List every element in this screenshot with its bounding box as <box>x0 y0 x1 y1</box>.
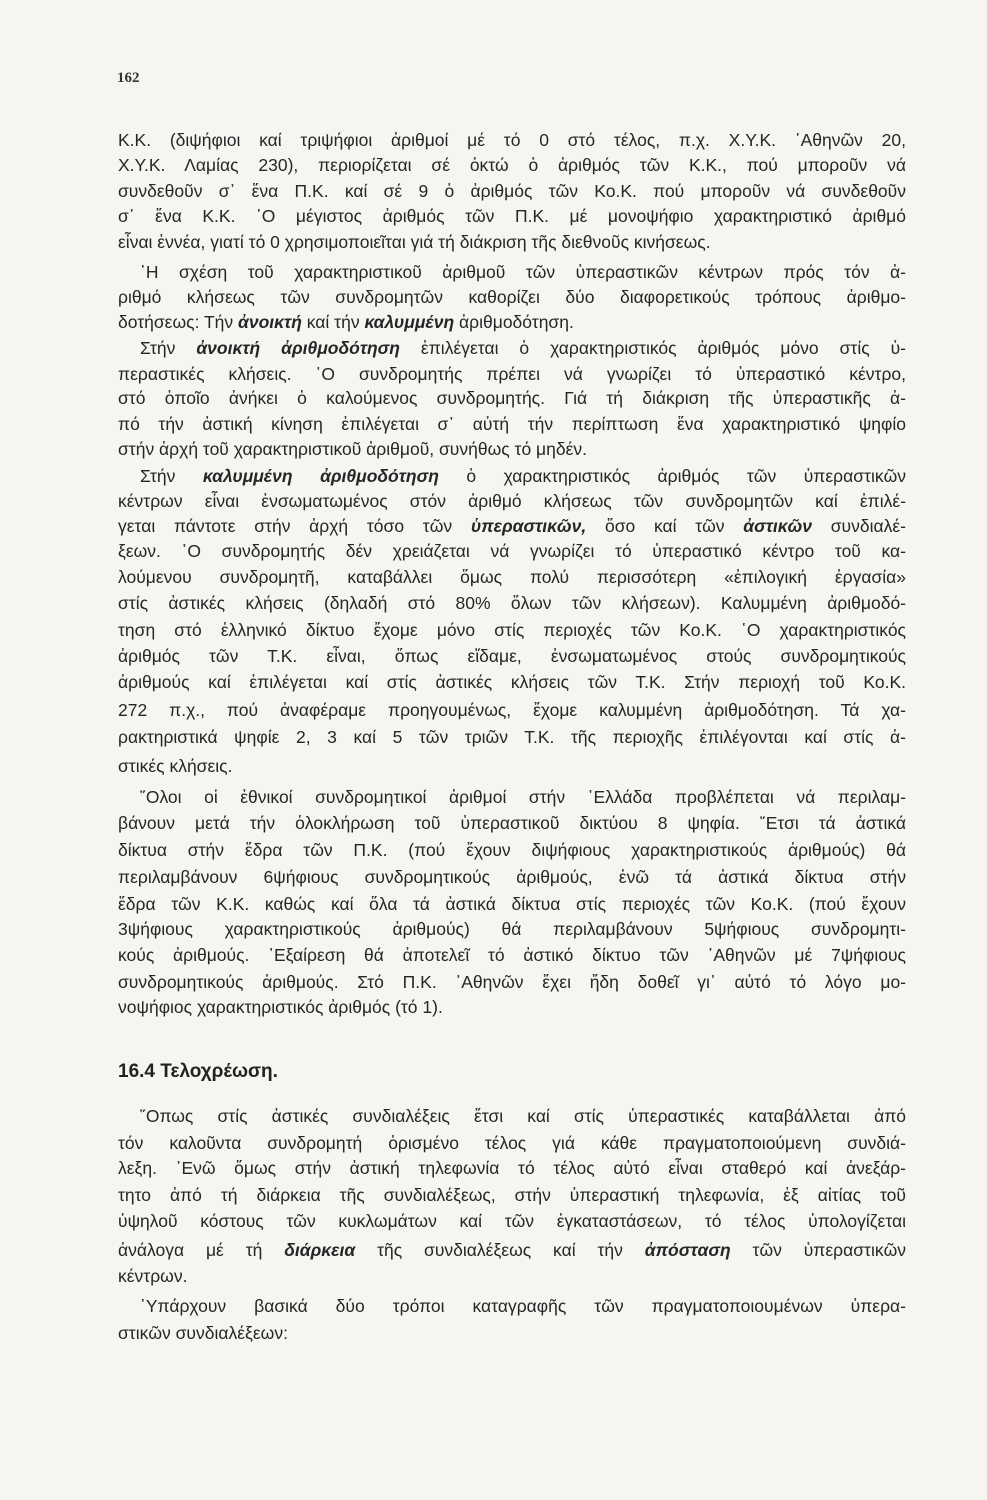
text-run: ξεων. ῾Ο συνδρομητής δέν χρειάζεται νά γνωρίζει τό ὑπεραστικό κέντρο τοῦ κα- <box>118 541 906 561</box>
text-run: στικές κλήσεις. <box>118 756 233 776</box>
text-run: περαστικές κλήσεις. ῾Ο συνδρομητής πρέπει νά γνωρίζει τό ὑπεραστικό κέντρο, <box>118 364 906 384</box>
text-run: στήν ἀρχή τοῦ χαρακτηριστικοῦ ἀριθμοῦ, συνήθως τό μηδέν. <box>118 439 588 459</box>
text-run: τητο ἀπό τή διάρκεια τῆς συνδιαλέξεως, στήν ὑπεραστική τηλεφωνία, ἐξ αἰτίας τοῦ <box>118 1185 906 1205</box>
text-run: λούμενου συνδρομητῆ, καταβάλλει ὅμως πολύ περισσότερη «ἐπιλογική ἐργασία» <box>118 567 906 587</box>
text-line <box>118 1157 906 1179</box>
text-line <box>118 515 906 537</box>
text-line <box>118 180 906 202</box>
text-run: ὁ χαρακτηριστικός ἀριθμός τῶν ὑπεραστικῶν <box>438 466 906 486</box>
text-line <box>118 413 906 435</box>
emphasized-term: ὑπεραστικῶν, <box>470 516 587 536</box>
text-run: τηση στό ἑλληνικό δίκτυο ἔχομε μόνο στίς περιοχές τῶν Κο.Κ. ῾Ο χαρακτηριστικός <box>118 620 906 640</box>
text-run: συνδρομητικούς ἀριθμούς. Στό Π.Κ. ᾿Αθηνῶν ἔχει ἤδη δοθεῖ γι᾿ αὐτό τό λόγο μο- <box>118 972 906 992</box>
text-line <box>118 671 906 693</box>
text-line <box>118 839 906 861</box>
text-run: εἶναι ἐννέα, γιατί τό 0 χρησιμοποιεῖται γιά τή διάκριση τῆς διεθνοῦς κινήσεως. <box>118 232 711 252</box>
text-run: περιλαμβάνουν 6ψήφιους συνδρομητικούς ἀριθμούς, ἐνῶ τά ἀστικά δίκτυα στήν <box>118 867 906 887</box>
text-line <box>118 619 906 641</box>
text-run: ῞Οπως στίς ἀστικές συνδιαλέξεις ἔτσι καί στίς ὑπεραστικές καταβάλλεται ἀπό <box>140 1106 906 1126</box>
text-run: Κ.Κ. (διψήφιοι καί τριψήφιοι ἀριθμοί μέ τό 0 στό τέλος, π.χ. Χ.Υ.Κ. ᾿Αθηνῶν 20, <box>118 130 906 150</box>
text-line <box>140 261 906 283</box>
text-line <box>140 1105 906 1127</box>
text-run: πό τήν ἀστική κίνηση ἐπιλέγεται σ᾿ αὐτή τήν περίπτωση ἕνα χαρακτηριστικό ψηφίο <box>118 414 906 434</box>
text-line <box>118 755 906 777</box>
text-line <box>140 786 906 808</box>
emphasized-term: καλυμμένη <box>364 312 455 332</box>
text-run: συνδεθοῦν σ᾿ ἕνα Π.Κ. καί σέ 9 ὁ ἀριθμός τῶν Κο.Κ. πού μποροῦν νά συνδεθοῦν <box>118 181 906 201</box>
text-line <box>118 1322 906 1344</box>
text-line <box>118 944 906 966</box>
text-run: 272 π.χ., πού ἀναφέραμε προηγουμένως, ἔχομε καλυμμένη ἀριθμοδότηση. Τά χα- <box>118 700 906 720</box>
text-line <box>118 231 906 253</box>
text-run: ἐπιλέγεται ὁ χαρακτηριστικός ἀριθμός μόνο στίς ὑ- <box>399 338 906 358</box>
text-line <box>118 311 906 333</box>
text-run: ἕδρα τῶν Κ.Κ. καθώς καί ὅλα τά ἀστικά δίκτυα στίς περιοχές τῶν Κο.Κ. (πού ἔχουν <box>118 894 906 914</box>
text-run: δίκτυα στήν ἕδρα τῶν Π.Κ. (πού ἔχουν διψήφιους χαρακτηριστικούς ἀριθμούς) θά <box>118 840 906 860</box>
text-run: στίς ἀστικές κλήσεις (δηλαδή στό 80% ὅλων τῶν κλήσεων). Καλυμμένη ἀριθμοδό- <box>118 593 906 613</box>
text-run: ῾Η σχέση τοῦ χαρακτηριστικοῦ ἀριθμοῦ τῶν ὑπεραστικῶν κέντρων πρός τόν ἀ- <box>140 262 906 282</box>
text-run: λεξη. ᾿Ενῶ ὅμως στήν ἀστική τηλεφωνία τό τέλος αὐτό εἶναι σταθερό καί ἀνεξάρ- <box>118 1158 906 1178</box>
text-run: στό ὁποῖο ἀνήκει ὁ καλούμενος συνδρομητής. Γιά τή διάκριση τῆς ὑπεραστικῆς ἀ- <box>118 388 906 408</box>
emphasized-term: καλυμμένη ἀριθμοδότηση <box>202 466 439 486</box>
text-run: γεται πάντοτε στήν ἀρχή τόσο τῶν <box>118 516 471 536</box>
text-run: κέντρων. <box>118 1266 188 1286</box>
text-line <box>118 490 906 512</box>
text-run: ρακτηριστικά ψηφίε 2, 3 καί 5 τῶν τριῶν Τ.Κ. τῆς περιοχῆς ἐπιλέγονται καί στίς ἀ- <box>118 727 906 747</box>
text-line <box>140 465 906 487</box>
text-line <box>118 1265 906 1287</box>
text-line <box>118 1132 906 1154</box>
text-line <box>118 154 906 176</box>
text-line <box>118 387 906 409</box>
text-run: τῆς συνδιαλέξεως καί τήν <box>355 1240 645 1260</box>
emphasized-term: ἀστικῶν <box>743 516 813 536</box>
text-line <box>118 438 906 460</box>
emphasized-term: ἀνοικτή <box>238 312 302 332</box>
text-run: ριθμό κλήσεως τῶν συνδρομητῶν καθορίζει δύο διαφορετικούς τρόπους ἀριθμο- <box>118 287 906 307</box>
text-run: ἀριθμοδότηση. <box>454 312 574 332</box>
text-run: ἀριθμός τῶν Τ.Κ. εἶναι, ὅπως εἴδαμε, ἐνσωματωμένος στούς συνδρομητικούς <box>118 646 906 666</box>
text-line <box>118 866 906 888</box>
page-number: 162 <box>117 70 140 86</box>
text-run: στικῶν συνδιαλέξεων: <box>118 1323 288 1343</box>
text-line <box>118 1184 906 1206</box>
text-line <box>118 996 906 1018</box>
text-run: κέντρων εἶναι ἐνσωματωμένος στόν ἀριθμό κλήσεως τῶν συνδρομητῶν καί ἐπιλέ- <box>118 491 906 511</box>
text-line <box>118 566 906 588</box>
emphasized-term: διάρκεια <box>284 1240 356 1260</box>
text-line <box>118 592 906 614</box>
text-run: ὅσο καί τῶν <box>586 516 744 536</box>
emphasized-term: ἀνοικτή ἀριθμοδότηση <box>196 338 400 358</box>
text-line <box>118 726 906 748</box>
text-line <box>118 1210 906 1232</box>
text-run: καί τήν <box>301 312 365 332</box>
text-run: τόν καλοῦντα συνδρομητή ὁρισμένο τέλος γιά κάθε πραγματοποιούμενη συνδιά- <box>118 1133 906 1153</box>
text-run: νοψήφιος χαρακτηριστικός ἀριθμός (τό 1). <box>118 997 443 1017</box>
text-line <box>140 337 906 359</box>
text-run: Στήν <box>140 466 203 486</box>
text-line <box>118 812 906 834</box>
text-line <box>118 286 906 308</box>
text-line <box>118 129 906 151</box>
text-run: τῶν ὑπεραστικῶν <box>730 1240 907 1260</box>
section-heading: 16.4 Τελοχρέωση. <box>118 1061 278 1082</box>
text-line <box>140 1295 906 1317</box>
text-run: Στήν <box>140 338 197 358</box>
text-run: ῞Ολοι οἱ ἐθνικοί συνδρομητικοί ἀριθμοί στήν ῾Ελλάδα προβλέπεται νά περιλαμ- <box>140 787 906 807</box>
text-line <box>118 1239 906 1261</box>
text-run: κούς ἀριθμούς. ᾿Εξαίρεση θά ἀποτελεῖ τό ἀστικό δίκτυο τῶν ᾿Αθηνῶν μέ 7ψήφιους <box>118 945 906 965</box>
emphasized-term: ἀπόσταση <box>644 1240 731 1260</box>
text-run: βάνουν μετά τήν ὁλοκλήρωση τοῦ ὑπεραστικοῦ δικτύου 8 ψηφία. ῎Ετσι τά ἀστικά <box>118 813 906 833</box>
text-run: ἀριθμούς καί ἐπιλέγεται καί στίς ἀστικές κλήσεις τῶν Τ.Κ. Στήν περιοχή τοῦ Κο.Κ. <box>118 672 906 692</box>
text-line <box>118 540 906 562</box>
text-line <box>118 918 906 940</box>
text-line <box>118 645 906 667</box>
text-run: συνδιαλέ- <box>812 516 906 536</box>
text-line <box>118 205 906 227</box>
text-run: δοτήσεως: Τήν <box>118 312 239 332</box>
text-line <box>118 363 906 385</box>
text-run: 3ψήφιους χαρακτηριστικούς ἀριθμούς) θά περιλαμβάνουν 5ψήφιους συνδρομητι- <box>118 919 906 939</box>
text-run: ῾Υπάρχουν βασικά δύο τρόποι καταγραφῆς τῶν πραγματοποιουμένων ὑπερα- <box>140 1296 906 1316</box>
text-run: ὑψηλοῦ κόστους τῶν κυκλωμάτων καί τῶν ἐγκαταστάσεων, τό τέλος ὑπολογίζεται <box>118 1211 906 1231</box>
text-run: ἀνάλογα μέ τή <box>118 1240 285 1260</box>
text-line <box>118 971 906 993</box>
text-line <box>118 699 906 721</box>
text-run: Χ.Υ.Κ. Λαμίας 230), περιορίζεται σέ ὀκτώ ὁ ἀριθμός τῶν Κ.Κ., πού μποροῦν νά <box>118 155 906 175</box>
text-line <box>118 893 906 915</box>
text-run: σ᾿ ἕνα Κ.Κ. ῾Ο μέγιστος ἀριθμός τῶν Π.Κ. μέ μονοψήφιο χαρακτηριστικό ἀριθμό <box>118 206 906 226</box>
